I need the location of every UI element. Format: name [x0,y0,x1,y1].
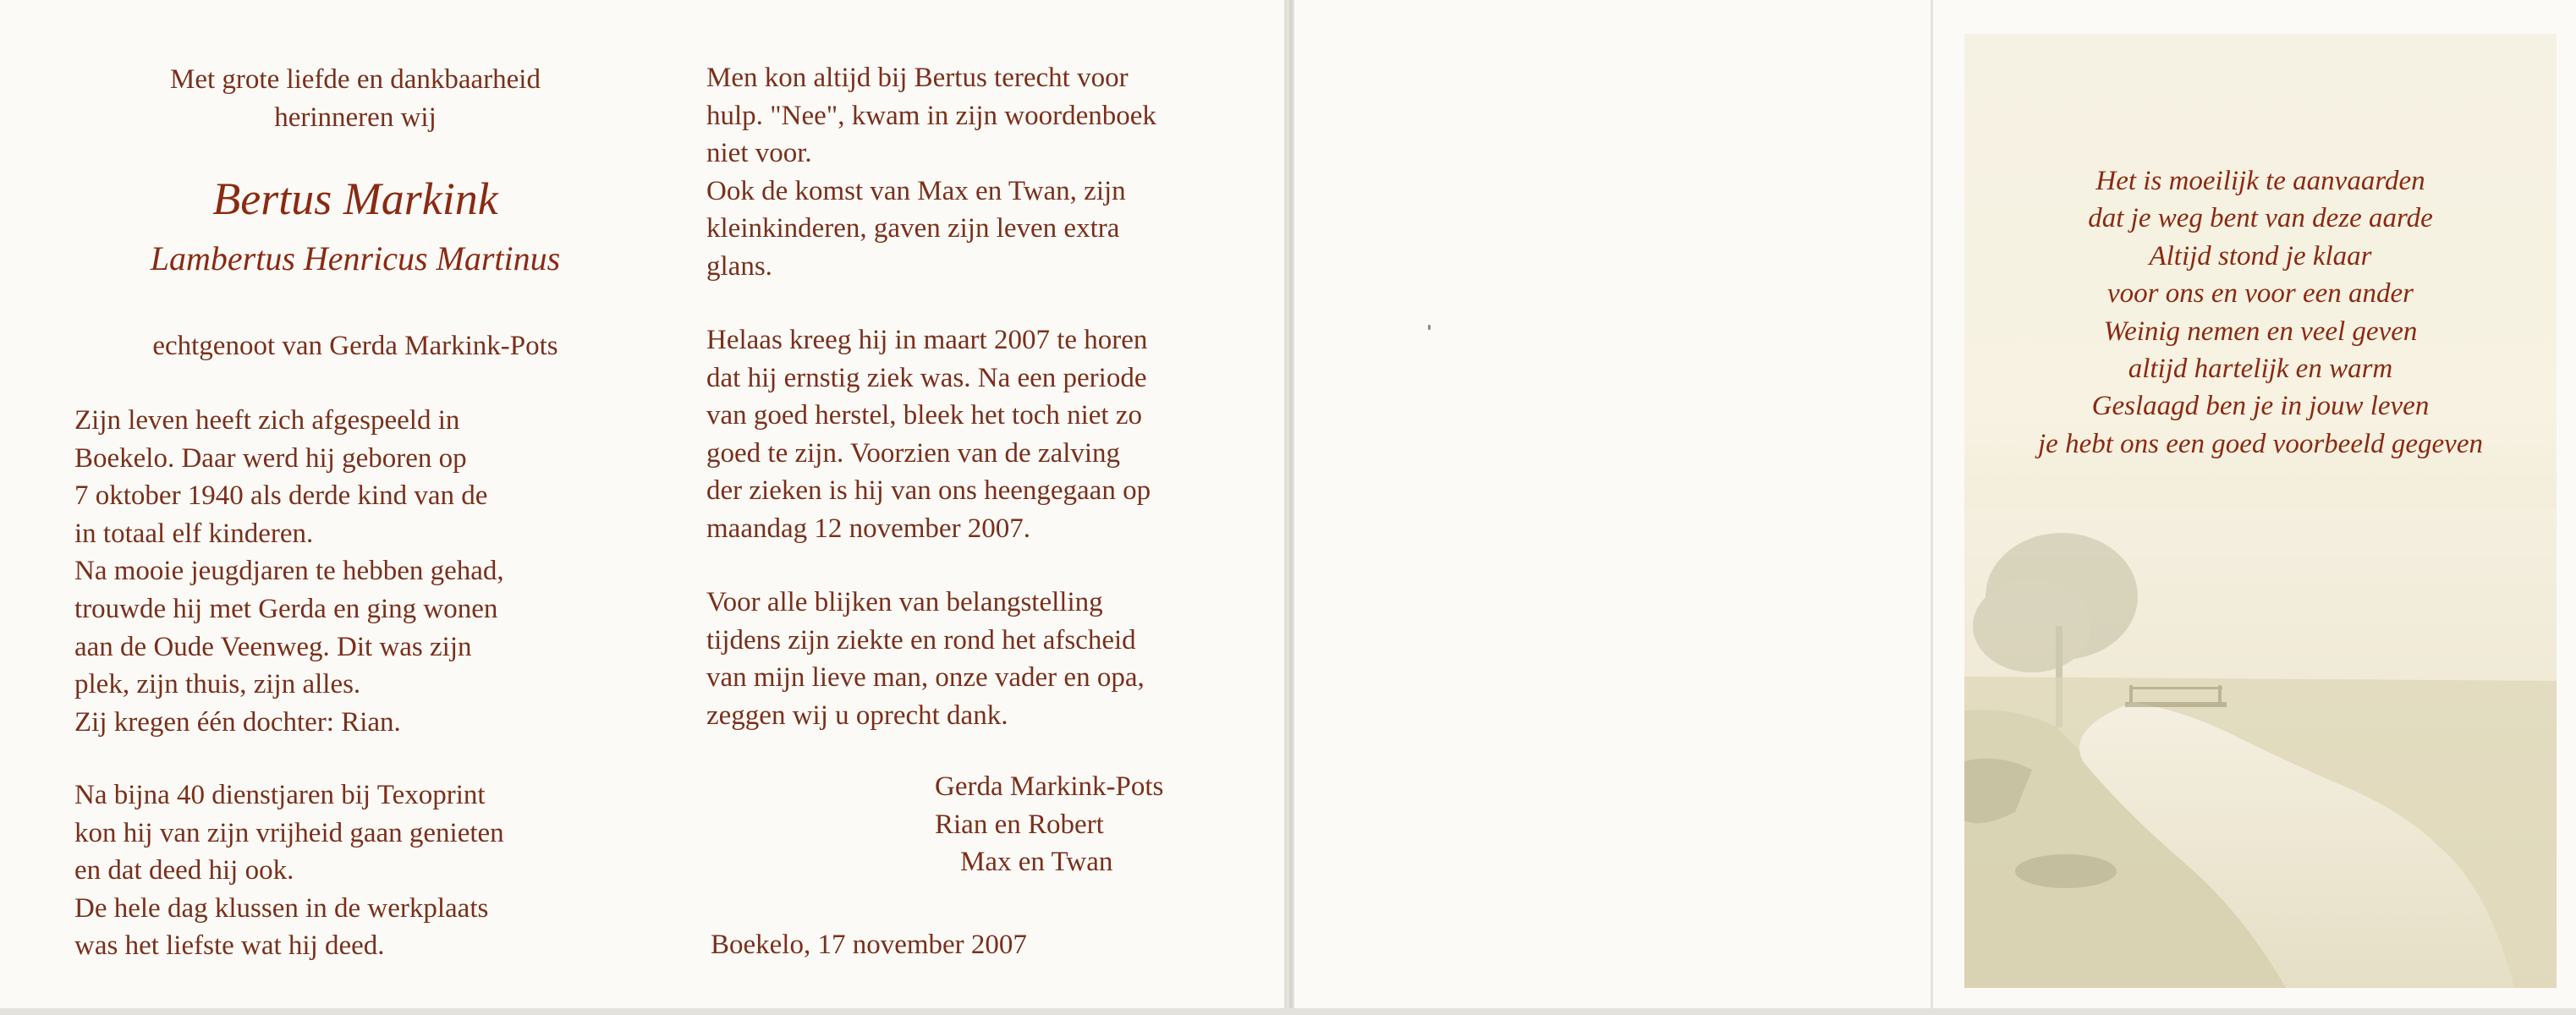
text-line: plek, zijn thuis, zijn alles. [74,669,361,700]
text-line: goed te zijn. Voorzien van de zalving [706,437,1121,469]
text-line: Zijn leven heeft zich afgespeeld in [74,405,460,436]
text-line: van goed herstel, bleek het toch niet zo [706,400,1142,431]
card-fold-gap [1289,0,1293,1008]
text-line: Men kon altijd bij Bertus terecht voor [706,63,1129,93]
text-line: De hele dag klussen in de werkplaats [74,892,489,924]
family-signatures [935,768,1239,881]
poem-line: Geslaagd ben je in jouw leven [2091,391,2430,422]
spouse-line: echtgenoot van Gerda Markink-Pots [152,331,558,361]
rock [2015,854,2117,888]
text-line: kleinkinderen, gaven zijn leven extra [706,213,1120,244]
text-line: en dat deed hij ook. [74,855,294,886]
misty-river-landscape-image [1964,508,2557,988]
intro-text [68,61,643,136]
intro-line: herinneren wij [274,102,437,133]
biography-paragraph [706,321,1248,548]
text-line: maandag 12 november 2007. [706,513,1031,544]
text-line: der zieken is hij van ons heengegaan op [706,475,1151,507]
text-line: glans. [706,250,772,282]
text-line: kon hij van zijn vrijheid gaan genieten [74,817,504,848]
text-line: zeggen wij u oprecht dank. [706,700,1008,731]
signature-line: Gerda Markink-Pots [935,771,1164,802]
deceased-full-name: Lambertus Henricus Martinus [150,239,561,277]
poem-line: altijd hartelijk en warm [2128,354,2393,385]
biography-paragraph [74,776,624,965]
text-line: was het liefste wat hij deed. [74,930,385,962]
card-fold-line [1931,0,1933,1008]
paper-speck [1428,325,1431,330]
intro-line: Met grote liefde en dankbaarheid [170,64,541,95]
thanks-paragraph [706,584,1248,734]
deceased-name: Bertus Markink [212,173,498,224]
biography-paragraph [74,402,624,741]
text-line: aan de Oude Veenweg. Dit was zijn [74,631,472,662]
text-line: Ook de komst van Max en Twan, zijn [706,175,1126,206]
poem-line: je hebt ons een goed voorbeeld gegeven [2038,428,2483,459]
poem-line: voor ons en voor een ander [2106,278,2414,310]
text-line: niet voor. [706,138,812,169]
place-and-date: Boekelo, 17 november 2007 [711,930,1027,960]
text-line: Na mooie jeugdjaren te hebben gehad, [74,556,504,587]
text-line: in totaal elf kinderen. [74,518,314,549]
text-line: dat hij ernstig ziek was. Na een periode [706,362,1147,393]
signature-line: Rian en Robert [935,809,1104,840]
text-line: hulp. "Nee", kwam in zijn woordenboek [706,100,1156,131]
text-line: Helaas kreeg hij in maart 2007 te horen [706,325,1148,355]
text-line: Na bijna 40 dienstjaren bij Texoprint [74,780,486,810]
text-line: tijdens zijn ziekte en rond het afscheid [706,624,1136,656]
poem-line: dat je weg bent van deze aarde [2088,203,2433,234]
text-line: Boekelo. Daar werd hij geboren op [74,442,467,474]
text-line: 7 oktober 1940 als derde kind van de [74,480,488,512]
signature-line: Max en Twan [960,847,1113,878]
text-line: Voor alle blijken van belangstelling [706,587,1103,617]
poem-line: Het is moeilijk te aanvaarden [2095,166,2425,196]
memorial-poem [1964,162,2557,463]
text-line: van mijn lieve man, onze vader en opa, [706,662,1145,694]
poem-line: Weinig nemen en veel geven [2103,315,2418,347]
biography-paragraph [706,59,1248,286]
poem-line: Altijd stond je klaar [2149,240,2372,272]
text-line: Zij kregen één dochter: Rian. [74,706,401,738]
text-line: trouwde hij met Gerda en ging wonen [74,593,498,624]
